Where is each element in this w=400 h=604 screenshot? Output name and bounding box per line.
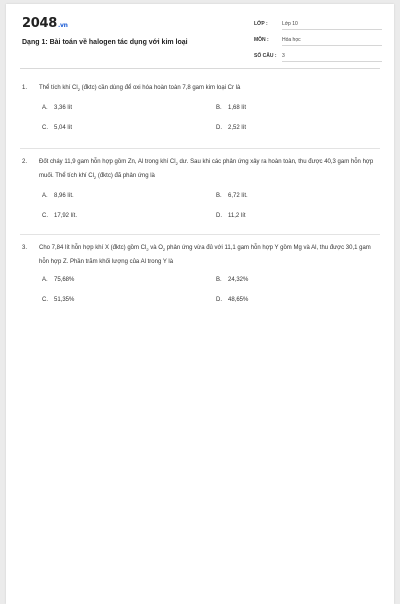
question-stem (39, 242, 378, 268)
option-text: 6,72 lít. (228, 193, 248, 200)
option-label: D. (216, 125, 222, 132)
stem-text: Thể tích khí Cl (39, 85, 78, 91)
option-label: B. (216, 105, 222, 112)
stem-text: Cho 7,84 lít hỗn hợp khí X (đktc) gồm Cl (39, 245, 147, 251)
logo-tld-text: .vn (57, 22, 68, 29)
option-text: 75,68% (54, 277, 75, 284)
stem-text: (đktc) cần dùng để oxi hóa hoàn toàn 7,8 gam kim loại Cr là (79, 85, 241, 91)
meta-key: LỚP : (254, 21, 268, 27)
option-text: 24,32% (228, 277, 249, 284)
header-divider (20, 68, 380, 69)
option-text: 8,96 lít. (54, 193, 74, 200)
option-c[interactable] (42, 210, 77, 222)
subscript: 2 (93, 175, 97, 181)
option-label: C. (42, 125, 48, 132)
question-stem (39, 156, 378, 184)
answer-options (42, 102, 378, 142)
question-number: 1. (22, 85, 28, 91)
option-a[interactable] (42, 190, 74, 202)
stem-text: dư. Sau khi các phản ứng xảy ra hoàn toàn, thu được 40,3 gam hỗn hợp muối. Thể tích khí Cl (39, 159, 374, 180)
meta-row-class (254, 16, 382, 32)
question-3 (22, 242, 378, 314)
subscript: 2 (77, 87, 80, 93)
question-number: 3. (22, 245, 28, 251)
meta-value: Hóa học (282, 35, 382, 46)
option-label: D. (216, 297, 222, 304)
meta-key: SỐ CÂU : (254, 53, 277, 59)
option-b[interactable] (216, 102, 246, 114)
option-text: 17,92 lít. (54, 213, 78, 220)
question-number: 2. (22, 159, 28, 165)
option-a[interactable] (42, 274, 74, 286)
option-label: B. (216, 277, 222, 284)
subscript: 2 (146, 247, 149, 253)
stem-text: phản ứng vừa đủ với 11,1 gam hỗn hợp Y gồm Mg và Al, thu được 30,1 gam hỗn hợp Z. Phần trăm khối lượng của Al trong Y là (39, 245, 371, 266)
option-text: 51,35% (54, 297, 75, 304)
question-stem (39, 82, 378, 96)
meta-row-subject (254, 32, 382, 48)
logo-main-text: 2048 (22, 16, 57, 31)
option-label: A. (42, 277, 48, 284)
option-text: 48,65% (228, 297, 249, 304)
site-logo[interactable] (22, 16, 68, 31)
option-d[interactable] (216, 294, 248, 306)
question-divider (20, 234, 380, 235)
worksheet-meta (254, 16, 382, 64)
answer-options (42, 190, 378, 230)
meta-row-count (254, 48, 382, 64)
question-2 (22, 156, 378, 230)
question-1 (22, 82, 378, 142)
option-text: 5,04 lít (54, 125, 73, 132)
option-c[interactable] (42, 294, 74, 306)
option-label: C. (42, 213, 48, 220)
stem-text: (đktc) đã phản ứng là (96, 173, 155, 180)
option-text: 11,2 lít (228, 213, 246, 220)
option-c[interactable] (42, 122, 72, 134)
worksheet-title: Dạng 1: Bài toán về halogen tác dụng với kim loại (22, 39, 188, 46)
worksheet-page (6, 4, 394, 604)
stem-text: Đốt cháy 11,9 gam hỗn hợp gồm Zn, Al trong khí Cl (39, 159, 176, 165)
meta-value: Lớp 10 (282, 19, 382, 30)
option-label: D. (216, 213, 222, 220)
option-label: A. (42, 105, 48, 112)
option-label: B. (216, 193, 222, 200)
option-text: 3,36 lít (54, 105, 73, 112)
option-text: 1,68 lít (228, 105, 247, 112)
option-b[interactable] (216, 190, 248, 202)
option-b[interactable] (216, 274, 248, 286)
option-label: C. (42, 297, 48, 304)
subscript: 2 (162, 247, 166, 253)
option-text: 2,52 lít (228, 125, 247, 132)
option-d[interactable] (216, 122, 246, 134)
answer-options (42, 274, 378, 314)
subscript: 2 (175, 161, 178, 167)
option-d[interactable] (216, 210, 246, 222)
option-label: A. (42, 193, 48, 200)
question-divider (20, 148, 380, 149)
stem-text: và O (148, 245, 163, 251)
meta-key: MÔN : (254, 37, 269, 43)
option-a[interactable] (42, 102, 72, 114)
meta-value: 3 (282, 51, 382, 62)
